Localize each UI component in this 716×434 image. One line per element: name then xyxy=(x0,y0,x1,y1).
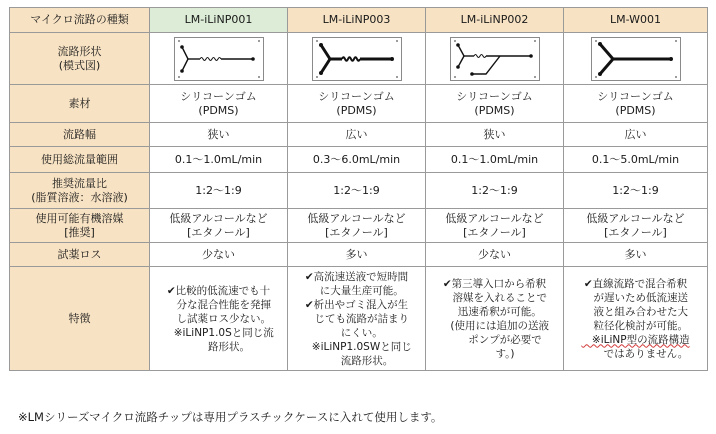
flow-value: 0.1～5.0mL/min xyxy=(564,147,708,173)
model-header: LM-iLiNP002 xyxy=(426,8,564,33)
features-value: ✔比較的低流速でも十 分な混合性能を発揮 し試薬ロス少ない。 ※iLiNP1.0Sと同じ流 路形状。 xyxy=(150,267,288,371)
loss-value: 少ない xyxy=(150,243,288,267)
width-value: 広い xyxy=(564,123,708,147)
solvent-row xyxy=(10,209,708,243)
material-label: 素材 xyxy=(10,85,150,123)
solvent-value: 低級アルコールなど [エタノール] xyxy=(426,209,564,243)
loss-value: 少ない xyxy=(426,243,564,267)
features-row xyxy=(10,267,708,371)
solvent-value: 低級アルコールなど [エタノール] xyxy=(288,209,426,243)
ratio-label: 推奨流量比 (脂質溶液：水溶液) xyxy=(10,173,150,209)
model-header: LM-iLiNP001 xyxy=(150,8,288,33)
loss-label: 試薬ロス xyxy=(10,243,150,267)
features-value: ✔高流速送液で短時間 に大量生産可能。 ✔析出やゴミ混入が生 じても流路が詰まり にくい。 ※iLiNP1.0SWと同じ 流路形状。 xyxy=(288,267,426,371)
material-row xyxy=(10,85,708,123)
ratio-value: 1:2～1:9 xyxy=(564,173,708,209)
flow-row xyxy=(10,147,708,173)
header-label: マイクロ流路の種類 xyxy=(10,8,150,33)
model-header: LM-iLiNP003 xyxy=(288,8,426,33)
schematic-cell xyxy=(150,33,288,85)
width-value: 広い xyxy=(288,123,426,147)
schematic-cell xyxy=(564,33,708,85)
schematic-cell xyxy=(426,33,564,85)
solvent-label: 使用可能有機溶媒 [推奨] xyxy=(10,209,150,243)
channel-schematic-icon xyxy=(312,37,402,81)
ratio-value: 1:2～1:9 xyxy=(426,173,564,209)
features-label: 特徴 xyxy=(10,267,150,371)
flow-value: 0.3～6.0mL/min xyxy=(288,147,426,173)
solvent-value: 低級アルコールなど [エタノール] xyxy=(564,209,708,243)
features-value: ✔直線流路で混合希釈 が遅いため低流速送 液と組み合わせた大 粒径化検討が可能。 ※iLiNP型の流路構造 ではありません。 xyxy=(564,267,708,371)
flow-value: 0.1～1.0mL/min xyxy=(150,147,288,173)
material-value: シリコーンゴム (PDMS) xyxy=(150,85,288,123)
loss-value: 多い xyxy=(564,243,708,267)
channel-schematic-icon xyxy=(450,37,540,81)
material-value: シリコーンゴム (PDMS) xyxy=(288,85,426,123)
loss-value: 多い xyxy=(288,243,426,267)
material-value: シリコーンゴム (PDMS) xyxy=(564,85,708,123)
model-header: LM-W001 xyxy=(564,8,708,33)
flow-label: 使用総流量範囲 xyxy=(10,147,150,173)
width-value: 狭い xyxy=(150,123,288,147)
schematic-label: 流路形状 (模式図) xyxy=(10,33,150,85)
ratio-value: 1:2～1:9 xyxy=(288,173,426,209)
schematic-cell xyxy=(288,33,426,85)
ratio-row xyxy=(10,173,708,209)
material-value: シリコーンゴム (PDMS) xyxy=(426,85,564,123)
channel-schematic-icon xyxy=(591,37,681,81)
flow-value: 0.1～1.0mL/min xyxy=(426,147,564,173)
channel-schematic-icon xyxy=(174,37,264,81)
header-row xyxy=(10,8,708,33)
width-label: 流路幅 xyxy=(10,123,150,147)
features-value: ✔第三導入口から希釈 溶媒を入れることで 迅速希釈が可能。 (使用には追加の送液 ポンプが必要で す。) xyxy=(426,267,564,371)
schematic-row xyxy=(10,33,708,85)
footnote: ※LMシリーズマイクロ流路チップは専用プラスチックケースに入れて使用します。 xyxy=(18,410,443,424)
solvent-value: 低級アルコールなど [エタノール] xyxy=(150,209,288,243)
width-value: 狭い xyxy=(426,123,564,147)
loss-row xyxy=(10,243,708,267)
ratio-value: 1:2～1:9 xyxy=(150,173,288,209)
spec-table xyxy=(9,7,708,371)
width-row xyxy=(10,123,708,147)
